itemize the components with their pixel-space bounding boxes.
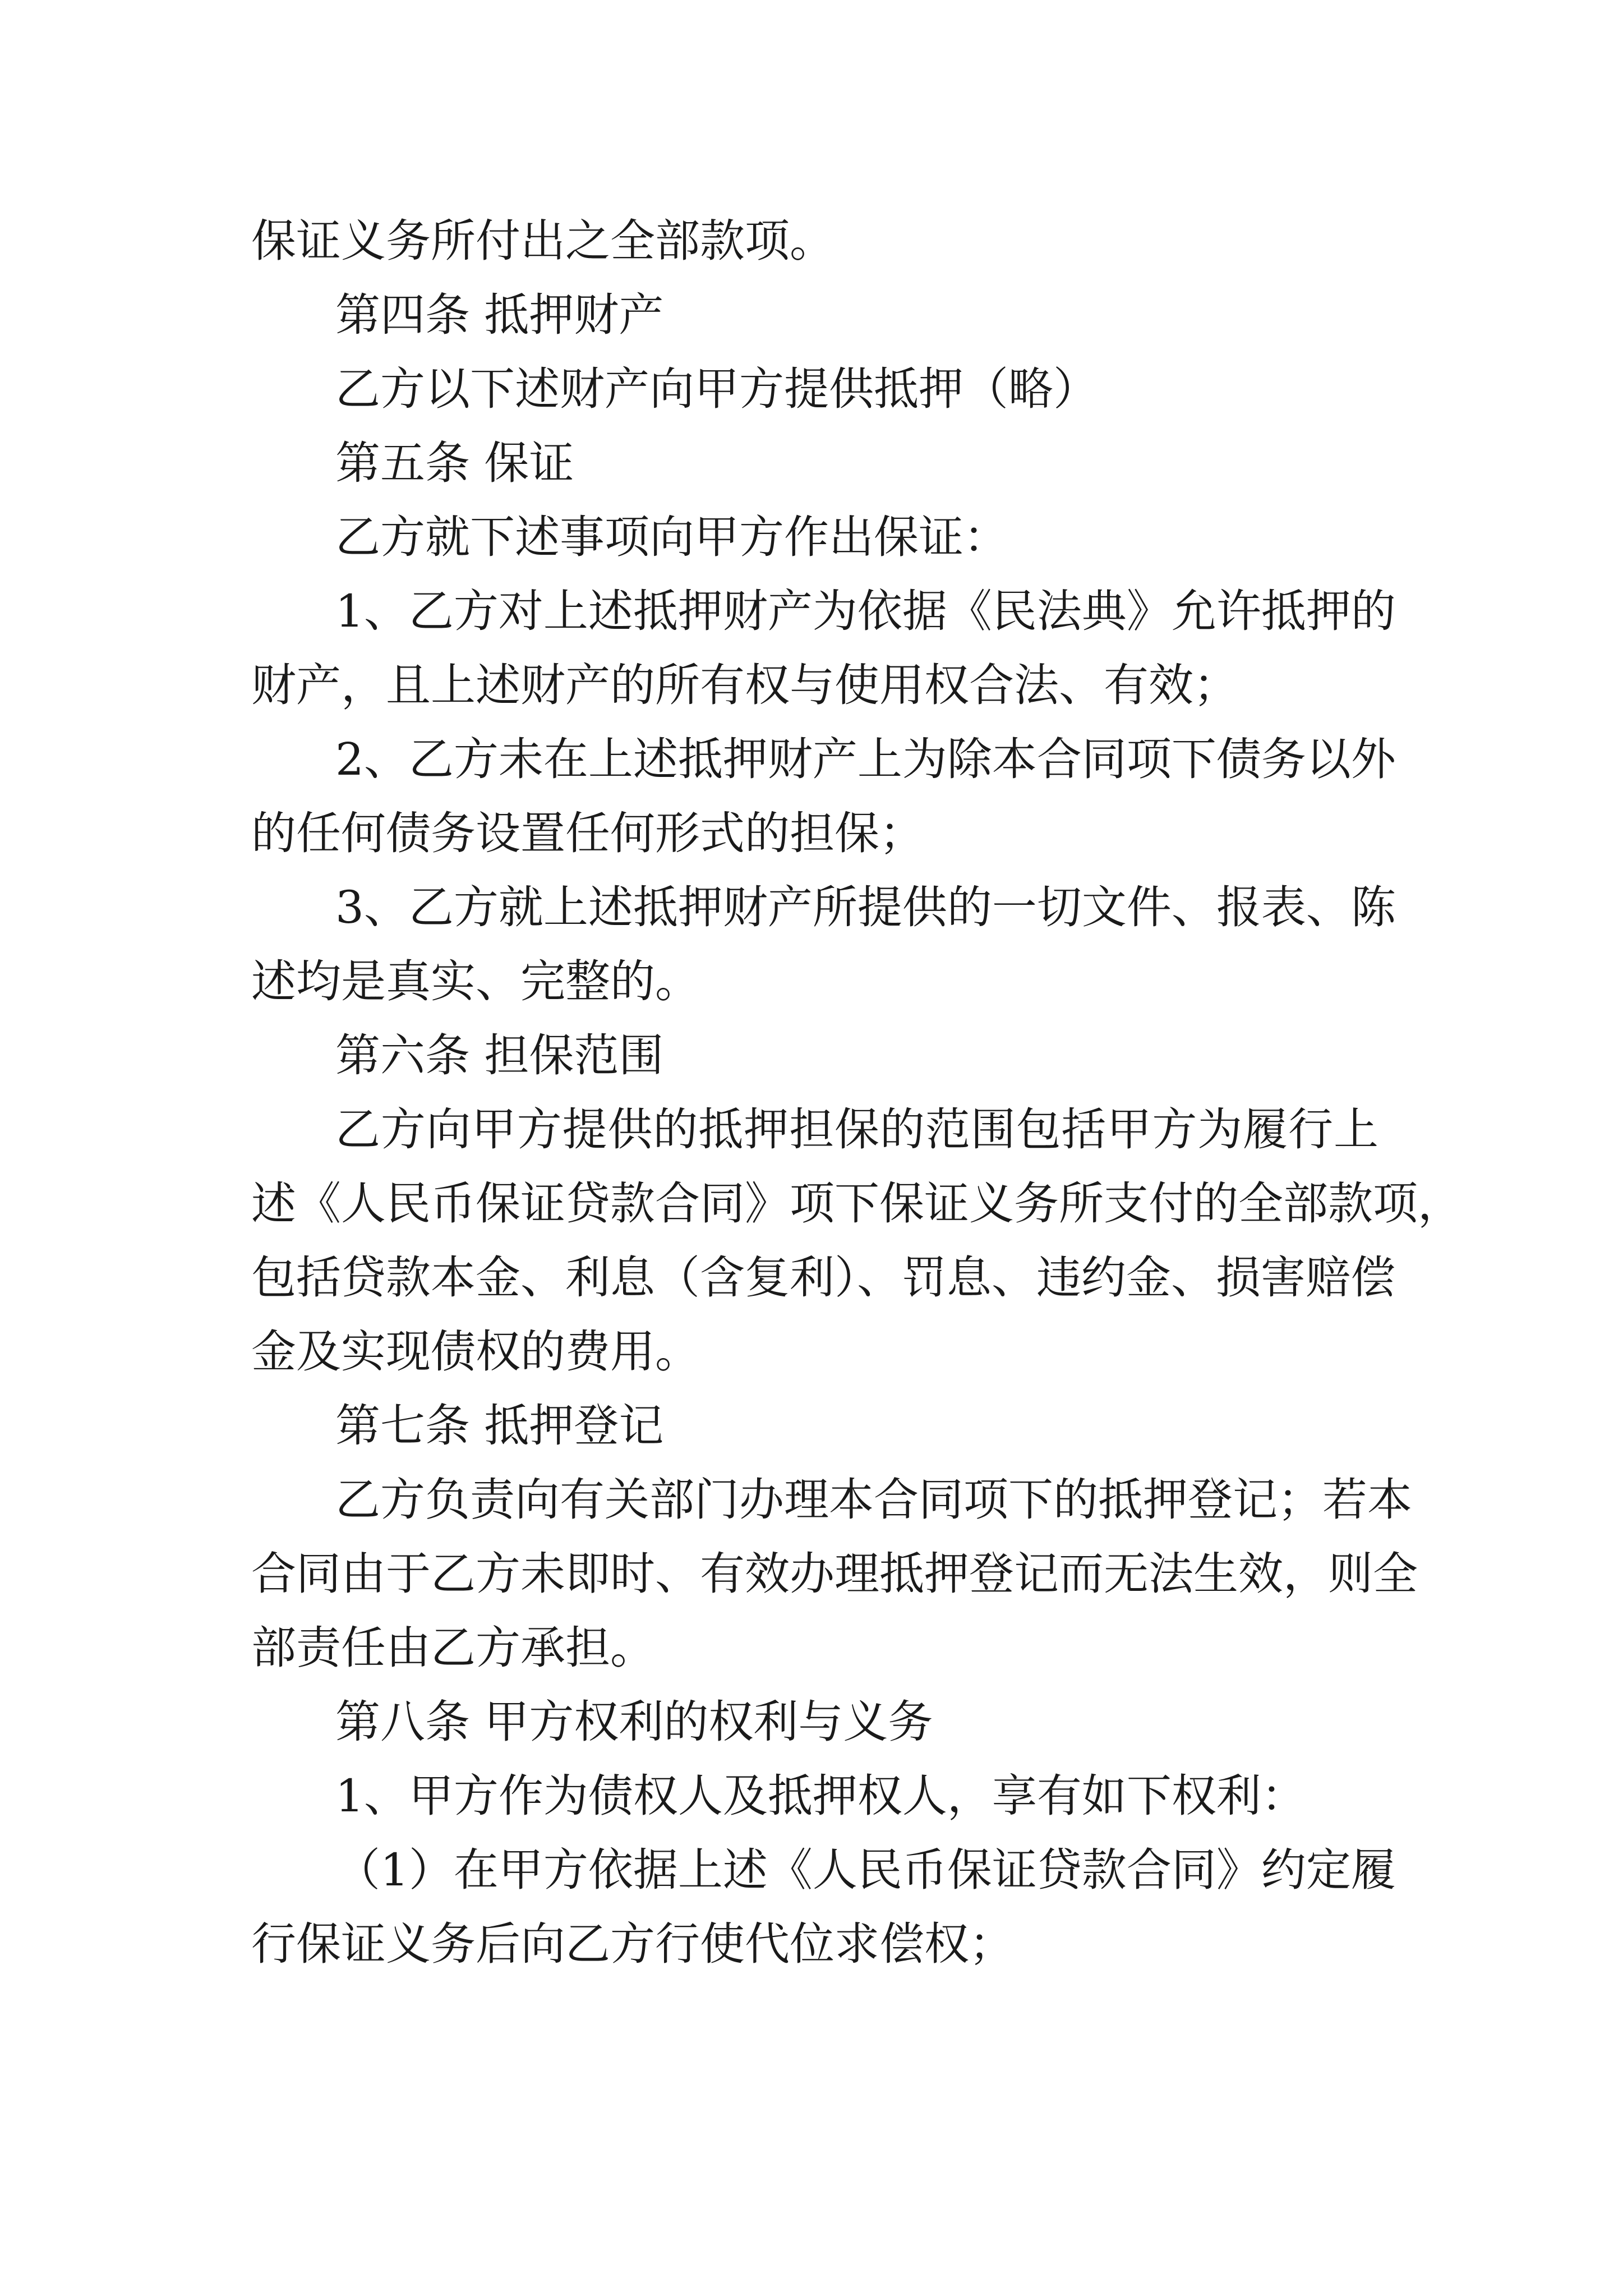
- article-6-heading: 第六条 担保范围: [335, 1029, 664, 1082]
- guarantee-item-3-line-1: 3、乙方就上述抵押财产所提供的一切文件、报表、陈: [335, 881, 1396, 933]
- guarantee-item-1-line-2: 财产，且上述财产的所有权与使用权合法、有效；: [251, 659, 1238, 711]
- article-6-body-line-4: 金及实现债权的费用。: [251, 1326, 700, 1378]
- article-7-body-line-2: 合同由于乙方未即时、有效办理抵押登记而无法生效，则全: [251, 1548, 1418, 1600]
- article-7-heading: 第七条 抵押登记: [335, 1400, 664, 1452]
- article-6-body-line-3: 包括贷款本金、利息（含复利）、罚息、违约金、损害赔偿: [251, 1251, 1395, 1304]
- article-8-item-1: 1、甲方作为债权人及抵押权人，享有如下权利：: [335, 1770, 1306, 1822]
- guarantee-item-2-line-2: 的任何债务设置任何形式的担保；: [251, 807, 924, 859]
- text-line-continuation: 保证义务所付出之全部款项。: [251, 215, 834, 267]
- article-5-heading: 第五条 保证: [335, 437, 574, 489]
- article-8-heading: 第八条 甲方权利的权利与义务: [335, 1696, 933, 1748]
- article-5-intro: 乙方就下述事项向甲方作出保证：: [335, 511, 1008, 563]
- article-8-subitem-1-line-2: 行保证义务后向乙方行使代位求偿权；: [251, 1918, 1014, 1970]
- article-6-body-line-1: 乙方向甲方提供的抵押担保的范围包括甲方为履行上: [335, 1103, 1378, 1156]
- article-4-body: 乙方以下述财产向甲方提供抵押（略）: [335, 363, 1098, 415]
- article-4-heading: 第四条 抵押财产: [335, 289, 664, 341]
- article-7-body-line-3: 部责任由乙方承担。: [251, 1622, 655, 1674]
- article-7-body-line-1: 乙方负责向有关部门办理本合同项下的抵押登记；若本: [335, 1474, 1412, 1526]
- article-8-subitem-1-line-1: （1）在甲方依据上述《人民币保证贷款合同》约定履: [335, 1844, 1396, 1896]
- guarantee-item-3-line-2: 述均是真实、完整的。: [251, 955, 700, 1007]
- guarantee-item-2-line-1: 2、乙方未在上述抵押财产上为除本合同项下债务以外: [335, 733, 1396, 785]
- guarantee-item-1-line-1: 1、乙方对上述抵押财产为依据《民法典》允许抵押的: [335, 585, 1396, 637]
- article-6-body-line-2: 述《人民币保证贷款合同》项下保证义务所支付的全部款项，: [251, 1177, 1463, 1230]
